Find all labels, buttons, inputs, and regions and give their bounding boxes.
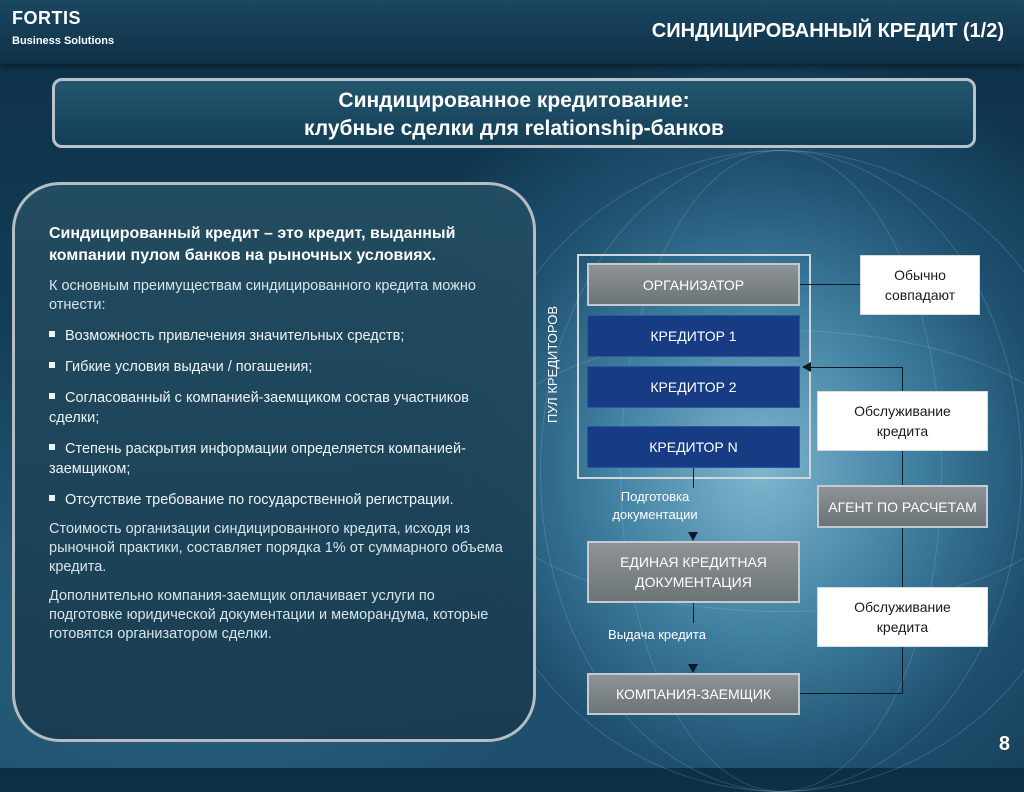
connector-line xyxy=(693,468,694,488)
connector-line xyxy=(800,284,860,285)
list-item-text: Отсутствие требование по государственной регистрации. xyxy=(65,492,454,508)
bullet-icon xyxy=(49,495,55,501)
definition-text: Синдицированный кредит – это кредит, выданный компании пулом банков на рыночных условиях. xyxy=(49,225,456,264)
arrow-icon xyxy=(802,362,811,372)
pool-label: ПУЛ КРЕДИТОРОВ xyxy=(545,305,560,423)
unified-doc-box: ЕДИНАЯ КРЕДИТНАЯ ДОКУМЕНТАЦИЯ xyxy=(587,541,800,603)
bullet-icon xyxy=(49,444,55,450)
connector-line xyxy=(902,647,903,693)
list-item-text: Степень раскрытия информации определяется компанией-заемщиком; xyxy=(49,441,466,477)
bullet-icon xyxy=(49,393,55,399)
connector-line xyxy=(693,603,694,623)
list-item xyxy=(49,439,507,479)
header-bar xyxy=(0,0,1024,64)
intro-text: К основным преимуществам синдицированного кредита можно отнести: xyxy=(49,278,476,313)
connector-line xyxy=(902,528,903,587)
connector-line xyxy=(810,367,903,368)
bullet-icon xyxy=(49,331,55,337)
settlement-agent-box: АГЕНТ ПО РАСЧЕТАМ xyxy=(817,485,988,528)
arrow-icon xyxy=(688,532,698,541)
list-item xyxy=(49,357,507,377)
title-box xyxy=(52,78,976,148)
page-number: 8 xyxy=(998,733,1010,755)
connector-line xyxy=(902,367,903,391)
creditor-1-box: КРЕДИТОР 1 xyxy=(587,315,800,357)
title-line-1: Синдицированное кредитование: xyxy=(338,89,690,112)
loan-issue-label: Выдача кредита xyxy=(608,627,706,642)
organizer-box: ОРГАНИЗАТОР xyxy=(587,263,800,306)
list-item xyxy=(49,388,507,428)
cost-text: Стоимость организации синдицированного кредита, исходя из рыночной практики, составляет порядка 1% от суммарного объема кредита. xyxy=(49,521,503,575)
title-line-2: клубные сделки для relationship-банков xyxy=(304,117,724,140)
service-box-2: Обслуживание кредита xyxy=(817,587,988,647)
text-panel xyxy=(12,182,536,742)
slide-title: СИНДИЦИРОВАННЫЙ КРЕДИТ (1/2) xyxy=(651,20,1004,42)
connector-line xyxy=(902,451,903,485)
creditor-2-box: КРЕДИТОР 2 xyxy=(587,366,800,408)
list-item xyxy=(49,326,507,346)
borrower-box: КОМПАНИЯ-ЗАЕМЩИК xyxy=(587,673,800,715)
prep-doc-label: Подготовка документации xyxy=(612,489,698,522)
list-item-text: Возможность привлечения значительных средств; xyxy=(65,328,405,344)
creditor-n-box: КРЕДИТОР N xyxy=(587,426,800,468)
logo-subtitle: Business Solutions xyxy=(12,35,115,47)
bullet-icon xyxy=(49,362,55,368)
service-box-1: Обслуживание кредита xyxy=(817,391,988,451)
connector-line xyxy=(800,693,903,694)
logo-title: FORTIS xyxy=(12,8,81,28)
list-item-text: Согласованный с компанией-заемщиком состав участников сделки; xyxy=(49,390,469,426)
arrow-icon xyxy=(688,664,698,673)
extra-text: Дополнительно компания-заемщик оплачивает услуги по подготовке юридической документации и меморандума, которые готовятся организатором сделки. xyxy=(49,588,489,642)
list-item-text: Гибкие условия выдачи / погашения; xyxy=(65,359,313,375)
advantages-list xyxy=(49,326,507,510)
list-item xyxy=(49,490,507,510)
usually-match-box: Обычно совпадают xyxy=(860,255,980,315)
logo xyxy=(12,8,114,47)
